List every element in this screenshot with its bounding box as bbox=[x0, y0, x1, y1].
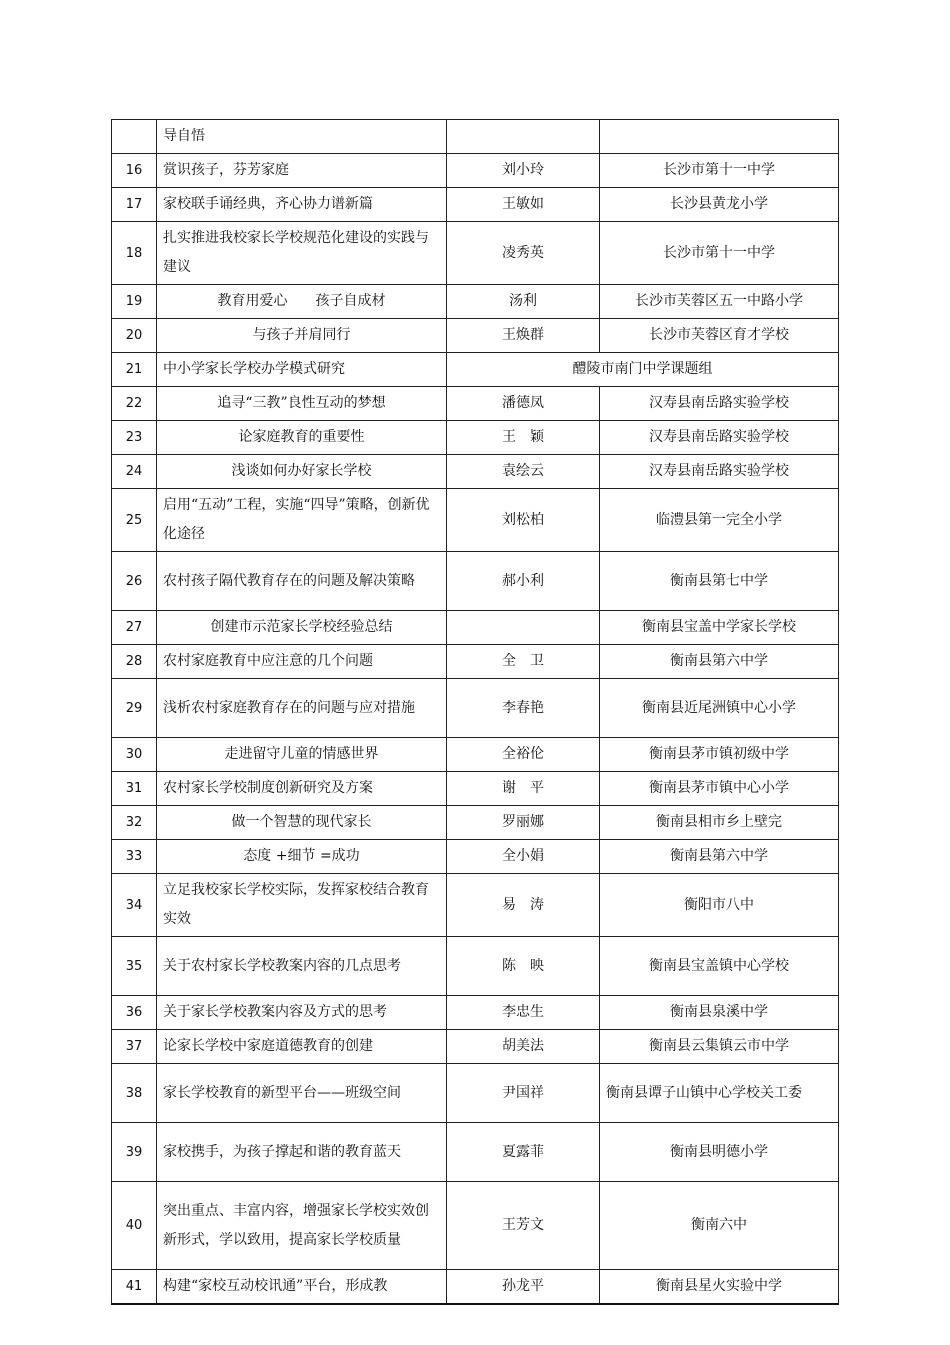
table-row bbox=[112, 285, 839, 319]
author: 陈 映 bbox=[447, 937, 600, 996]
table-row bbox=[112, 455, 839, 489]
author: 李春艳 bbox=[447, 679, 600, 738]
school bbox=[600, 120, 839, 154]
table-row bbox=[112, 738, 839, 772]
table-row bbox=[112, 188, 839, 222]
school: 衡南县明德小学 bbox=[600, 1123, 839, 1182]
row-number: 34 bbox=[112, 874, 157, 937]
table-row bbox=[112, 840, 839, 874]
paper-title: 农村家庭教育中应注意的几个问题 bbox=[157, 645, 447, 679]
paper-title: 教育用爱心 孩子自成材 bbox=[157, 285, 447, 319]
row-number: 20 bbox=[112, 319, 157, 353]
author: 全裕伦 bbox=[447, 738, 600, 772]
author: 全 卫 bbox=[447, 645, 600, 679]
row-number: 21 bbox=[112, 353, 157, 387]
row-number: 29 bbox=[112, 679, 157, 738]
paper-title: 创建市示范家长学校经验总结 bbox=[157, 611, 447, 645]
table-row bbox=[112, 772, 839, 806]
school: 衡南县茅市镇初级中学 bbox=[600, 738, 839, 772]
school: 衡南县宝盖中学家长学校 bbox=[600, 611, 839, 645]
row-number: 27 bbox=[112, 611, 157, 645]
author: 孙龙平 bbox=[447, 1270, 600, 1305]
author: 王敏如 bbox=[447, 188, 600, 222]
row-number: 32 bbox=[112, 806, 157, 840]
school: 衡南县星火实验中学 bbox=[600, 1270, 839, 1305]
paper-title: 浅谈如何办好家长学校 bbox=[157, 455, 447, 489]
paper-title: 追寻“三教”良性互动的梦想 bbox=[157, 387, 447, 421]
paper-title: 关于家长学校教案内容及方式的思考 bbox=[157, 996, 447, 1030]
row-number: 26 bbox=[112, 552, 157, 611]
table-row bbox=[112, 353, 839, 387]
row-number: 38 bbox=[112, 1064, 157, 1123]
author: 刘小玲 bbox=[447, 154, 600, 188]
school: 衡南县相市乡上壁完 bbox=[600, 806, 839, 840]
table-row bbox=[112, 387, 839, 421]
paper-title: 中小学家长学校办学模式研究 bbox=[157, 353, 447, 387]
table-row bbox=[112, 222, 839, 285]
school: 长沙市第十一中学 bbox=[600, 154, 839, 188]
table-row bbox=[112, 120, 839, 154]
paper-title: 家长学校教育的新型平台——班级空间 bbox=[157, 1064, 447, 1123]
table-row bbox=[112, 937, 839, 996]
row-number: 23 bbox=[112, 421, 157, 455]
row-number: 33 bbox=[112, 840, 157, 874]
school: 衡南县云集镇云市中学 bbox=[600, 1030, 839, 1064]
paper-title: 与孩子并肩同行 bbox=[157, 319, 447, 353]
paper-title: 导自悟 bbox=[157, 120, 447, 154]
paper-title: 扎实推进我校家长学校规范化建设的实践与建议 bbox=[157, 222, 447, 285]
author: 刘松柏 bbox=[447, 489, 600, 552]
school: 长沙市芙蓉区育才学校 bbox=[600, 319, 839, 353]
paper-title: 赏识孩子，芬芳家庭 bbox=[157, 154, 447, 188]
document-table bbox=[111, 119, 839, 1305]
row-number: 16 bbox=[112, 154, 157, 188]
school: 长沙市第十一中学 bbox=[600, 222, 839, 285]
author: 王焕群 bbox=[447, 319, 600, 353]
row-number: 39 bbox=[112, 1123, 157, 1182]
paper-title: 农村家长学校制度创新研究及方案 bbox=[157, 772, 447, 806]
table-row bbox=[112, 154, 839, 188]
table-row bbox=[112, 489, 839, 552]
paper-title: 家校携手，为孩子撑起和谐的教育蓝天 bbox=[157, 1123, 447, 1182]
school: 衡南六中 bbox=[600, 1182, 839, 1270]
row-number: 40 bbox=[112, 1182, 157, 1270]
table-row bbox=[112, 552, 839, 611]
author: 胡美法 bbox=[447, 1030, 600, 1064]
author: 夏露菲 bbox=[447, 1123, 600, 1182]
author: 郝小利 bbox=[447, 552, 600, 611]
paper-title: 构建“家校互动校讯通”平台，形成教 bbox=[157, 1270, 447, 1305]
author bbox=[447, 120, 600, 154]
school: 临澧县第一完全小学 bbox=[600, 489, 839, 552]
paper-title: 浅析农村家庭教育存在的问题与应对措施 bbox=[157, 679, 447, 738]
author: 王芳文 bbox=[447, 1182, 600, 1270]
table-row bbox=[112, 679, 839, 738]
school: 衡阳市八中 bbox=[600, 874, 839, 937]
row-number: 19 bbox=[112, 285, 157, 319]
row-number: 35 bbox=[112, 937, 157, 996]
school: 衡南县茅市镇中心小学 bbox=[600, 772, 839, 806]
row-number: 22 bbox=[112, 387, 157, 421]
table-row bbox=[112, 319, 839, 353]
school: 长沙市芙蓉区五一中路小学 bbox=[600, 285, 839, 319]
row-number: 36 bbox=[112, 996, 157, 1030]
school: 衡南县谭子山镇中心学校关工委 bbox=[600, 1064, 839, 1123]
author: 全小娟 bbox=[447, 840, 600, 874]
row-number: 25 bbox=[112, 489, 157, 552]
paper-title: 启用“五动”工程，实施“四导”策略，创新优化途径 bbox=[157, 489, 447, 552]
row-number: 31 bbox=[112, 772, 157, 806]
paper-title: 态度 +细节 =成功 bbox=[157, 840, 447, 874]
paper-title: 走进留守儿童的情感世界 bbox=[157, 738, 447, 772]
school: 衡南县近尾洲镇中心小学 bbox=[600, 679, 839, 738]
table-row bbox=[112, 806, 839, 840]
row-number: 24 bbox=[112, 455, 157, 489]
table-row bbox=[112, 874, 839, 937]
row-number: 17 bbox=[112, 188, 157, 222]
author bbox=[447, 611, 600, 645]
paper-title: 农村孩子隔代教育存在的问题及解决策略 bbox=[157, 552, 447, 611]
author: 潘德凤 bbox=[447, 387, 600, 421]
table-row bbox=[112, 1123, 839, 1182]
row-number: 30 bbox=[112, 738, 157, 772]
author: 谢 平 bbox=[447, 772, 600, 806]
row-number bbox=[112, 120, 157, 154]
paper-title: 关于农村家长学校教案内容的几点思考 bbox=[157, 937, 447, 996]
table-row bbox=[112, 1270, 839, 1305]
paper-title: 做一个智慧的现代家长 bbox=[157, 806, 447, 840]
paper-title: 论家长学校中家庭道德教育的创建 bbox=[157, 1030, 447, 1064]
table-row bbox=[112, 996, 839, 1030]
school: 汉寿县南岳路实验学校 bbox=[600, 421, 839, 455]
author: 罗丽娜 bbox=[447, 806, 600, 840]
table-row bbox=[112, 1064, 839, 1123]
school: 衡南县第六中学 bbox=[600, 645, 839, 679]
table-row bbox=[112, 611, 839, 645]
paper-title: 立足我校家长学校实际，发挥家校结合教育实效 bbox=[157, 874, 447, 937]
table-row bbox=[112, 645, 839, 679]
author: 王 颖 bbox=[447, 421, 600, 455]
table-row bbox=[112, 1182, 839, 1270]
author: 凌秀英 bbox=[447, 222, 600, 285]
row-number: 37 bbox=[112, 1030, 157, 1064]
school: 醴陵市南门中学课题组 bbox=[447, 353, 839, 387]
author: 李忠生 bbox=[447, 996, 600, 1030]
school: 衡南县第七中学 bbox=[600, 552, 839, 611]
school: 汉寿县南岳路实验学校 bbox=[600, 455, 839, 489]
paper-title: 论家庭教育的重要性 bbox=[157, 421, 447, 455]
author: 尹国祥 bbox=[447, 1064, 600, 1123]
row-number: 28 bbox=[112, 645, 157, 679]
school: 衡南县泉溪中学 bbox=[600, 996, 839, 1030]
table-row bbox=[112, 1030, 839, 1064]
school: 衡南县第六中学 bbox=[600, 840, 839, 874]
paper-title: 突出重点、丰富内容，增强家长学校实效创新形式，学以致用，提高家长学校质量 bbox=[157, 1182, 447, 1270]
author: 汤利 bbox=[447, 285, 600, 319]
author: 易 涛 bbox=[447, 874, 600, 937]
author: 袁绘云 bbox=[447, 455, 600, 489]
school: 长沙县黄龙小学 bbox=[600, 188, 839, 222]
row-number: 18 bbox=[112, 222, 157, 285]
school: 衡南县宝盖镇中心学校 bbox=[600, 937, 839, 996]
paper-title: 家校联手诵经典，齐心协力谱新篇 bbox=[157, 188, 447, 222]
row-number: 41 bbox=[112, 1270, 157, 1305]
table-row bbox=[112, 421, 839, 455]
school: 汉寿县南岳路实验学校 bbox=[600, 387, 839, 421]
